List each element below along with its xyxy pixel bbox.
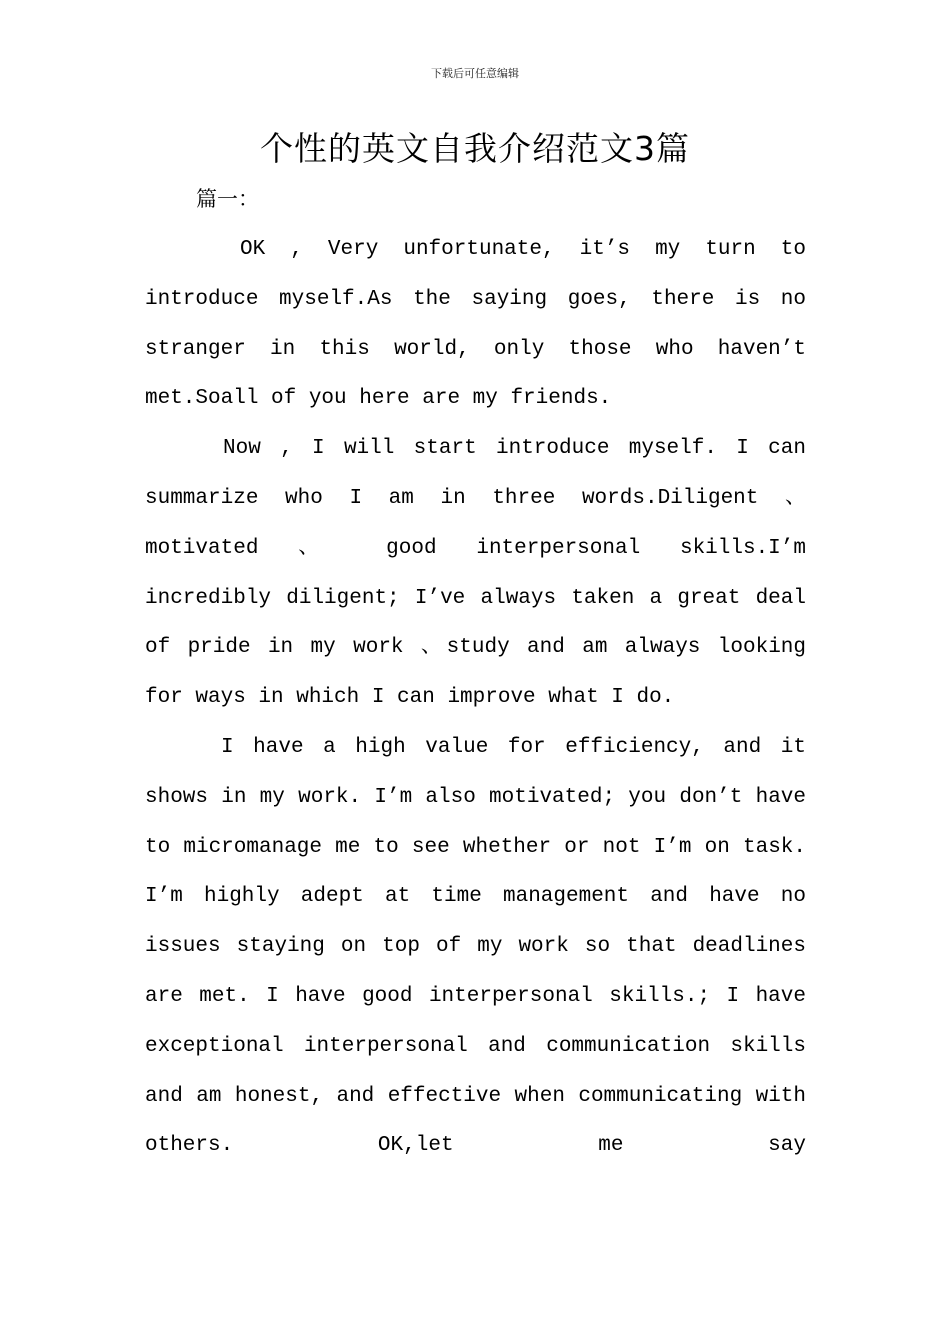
section-label: 篇一： <box>196 187 259 211</box>
paragraph-2: Now , I will start introduce myself. I can summarize who I am in three words.Diligent 、 motivated 、 good interpersonal skills.I’m incredibly diligent; I’ve always taken a great deal of pride in my work 、study and am always looking for ways in which I can improve what I do. <box>145 437 806 710</box>
paragraph-3: I have a high value for efficiency, and it shows in my work. I’m also motivated; you don’t have to micromanage me to see whether or not I’m on task. I’m highly adept at time management and have no issues staying on top of my work so that deadlines are met. I have good interpersonal skills.; I have exceptional interpersonal and communication skills and am honest, and effective when communicating with others. OK,let me say <box>145 735 806 1158</box>
page-header-note: 下载后可任意编辑 <box>431 67 519 80</box>
document-body <box>145 225 806 1171</box>
document-title: 个性的英文自我介绍范文3篇 <box>260 129 690 168</box>
paragraph-1: OK , Very unfortunate, it’s my turn to introduce myself.As the saying goes, there is no stranger in this world, only those who haven’t met.Soall of you here are my friends. <box>145 238 806 411</box>
